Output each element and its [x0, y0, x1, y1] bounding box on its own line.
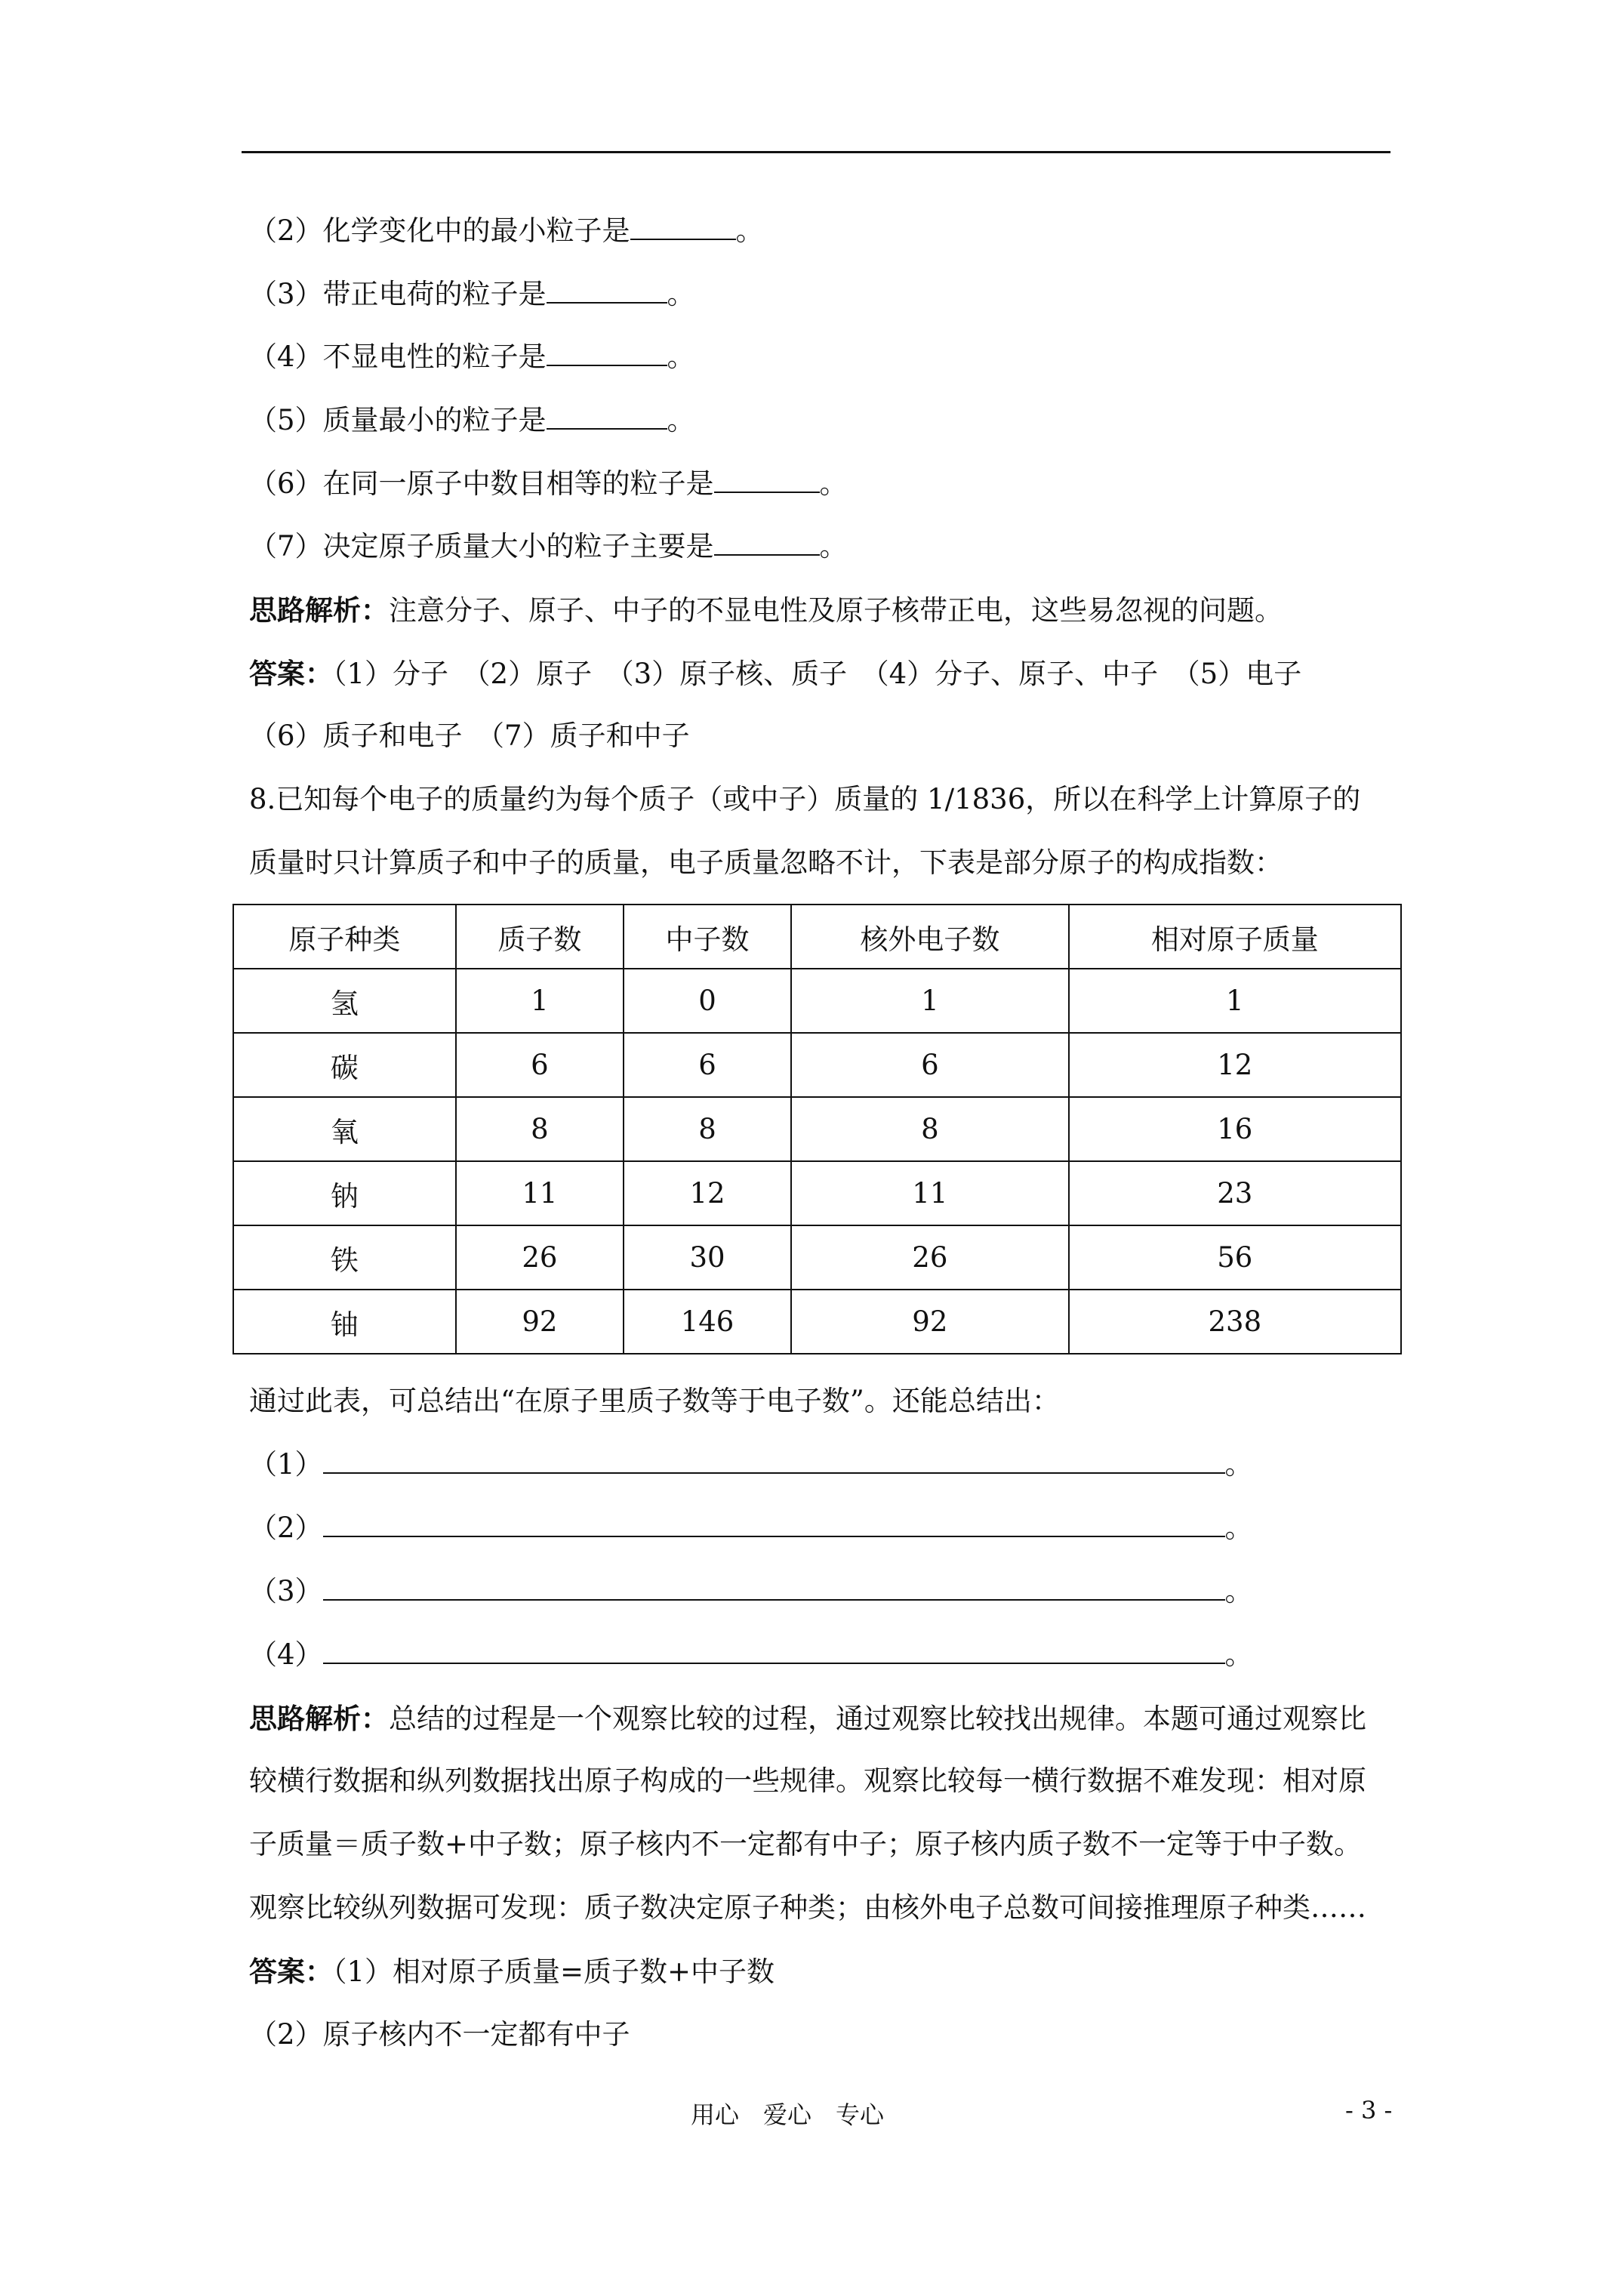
table-cell: 12: [624, 1161, 791, 1225]
table-cell: 0: [624, 969, 791, 1033]
answer-2-line2: （2）原子核内不一定都有中子: [249, 2018, 630, 2051]
table-row: [233, 969, 1401, 1033]
answer-blank: [323, 1573, 1225, 1601]
table-cell: 12: [1069, 1033, 1401, 1097]
answer-2: 答案：（1）相对原子质量=质子数+中子数: [249, 1955, 775, 1988]
table-cell: 238: [1069, 1290, 1401, 1354]
answer-blank: [323, 1637, 1225, 1664]
table-cell: 26: [456, 1225, 624, 1290]
question-8-line2: 质量时只计算质子和中子的质量，电子质量忽略不计，下表是部分原子的构成指数：: [249, 846, 1283, 879]
table-cell: 6: [624, 1033, 791, 1097]
table-cell: 1: [791, 969, 1069, 1033]
table-cell: 氧: [233, 1097, 456, 1161]
analysis-2-line4: 观察比较纵列数据可发现：质子数决定原子种类；由核外电子总数可间接推理原子种类……: [249, 1891, 1366, 1924]
answer-blank: [547, 402, 667, 430]
table-row: [233, 1290, 1401, 1354]
table-cell: 铀: [233, 1290, 456, 1354]
answer-1: 答案：（1）分子 （2）原子 （3）原子核、质子 （4）分子、原子、中子 （5）电子: [249, 657, 1302, 690]
table-cell: 碳: [233, 1033, 456, 1097]
answer-1-line2: （6）质子和电子 （7）质子和中子: [249, 720, 690, 752]
answer-blank: [547, 276, 667, 304]
analysis-2-line3: 子质量＝质子数+中子数；原子核内不一定都有中子；原子核内质子数不一定等于中子数。: [249, 1828, 1362, 1860]
atom-composition-table: [233, 904, 1402, 1354]
question-4: （4）不显电性的粒子是 。: [249, 341, 695, 373]
table-cell: 146: [624, 1290, 791, 1354]
table-cell: 8: [791, 1097, 1069, 1161]
header-rule: [242, 151, 1390, 153]
question-3: （3）带正电荷的粒子是 。: [249, 278, 695, 310]
answer-blank: [547, 339, 667, 366]
table-cell: 26: [791, 1225, 1069, 1290]
table-cell: 氢: [233, 969, 456, 1033]
summary-item-2: （2） 。: [249, 1512, 1253, 1544]
table-cell: 23: [1069, 1161, 1401, 1225]
table-cell: 8: [624, 1097, 791, 1161]
answer-blank: [714, 529, 820, 556]
answer-blank: [630, 213, 736, 240]
table-row: [233, 1225, 1401, 1290]
table-cell: 92: [456, 1290, 624, 1354]
question-7: （7）决定原子质量大小的粒子主要是 。: [249, 530, 848, 562]
answer-blank: [323, 1447, 1225, 1474]
table-cell: 16: [1069, 1097, 1401, 1161]
table-row: [233, 1097, 1401, 1161]
table-cell: 11: [456, 1161, 624, 1225]
page-number: - 3 -: [1345, 2096, 1393, 2125]
table-header-cell: 原子种类: [233, 905, 456, 969]
table-header-cell: 相对原子质量: [1069, 905, 1401, 969]
summary-item-1: （1） 。: [249, 1448, 1253, 1481]
summary-intro: 通过此表，可总结出“在原子里质子数等于电子数”。还能总结出：: [249, 1385, 1060, 1417]
table-cell: 6: [456, 1033, 624, 1097]
table-cell: 11: [791, 1161, 1069, 1225]
table-header-row: [233, 905, 1401, 969]
question-5: （5）质量最小的粒子是 。: [249, 404, 695, 436]
table-cell: 6: [791, 1033, 1069, 1097]
summary-item-4: （4） 。: [249, 1638, 1253, 1671]
table-header-cell: 中子数: [624, 905, 791, 969]
table-cell: 钠: [233, 1161, 456, 1225]
answer-blank: [323, 1510, 1225, 1537]
table-cell: 30: [624, 1225, 791, 1290]
table-header-cell: 质子数: [456, 905, 624, 969]
table-cell: 1: [1069, 969, 1401, 1033]
footer-motto: 用心 爱心 专心: [691, 2100, 885, 2129]
table-cell: 56: [1069, 1225, 1401, 1290]
table-cell: 1: [456, 969, 624, 1033]
table-cell: 8: [456, 1097, 624, 1161]
analysis-2-line2: 较横行数据和纵列数据找出原子构成的一些规律。观察比较每一横行数据不难发现：相对原: [249, 1764, 1366, 1797]
table-row: [233, 1033, 1401, 1097]
table-cell: 92: [791, 1290, 1069, 1354]
summary-item-3: （3） 。: [249, 1575, 1253, 1607]
analysis-1: 思路解析：注意分子、原子、中子的不显电性及原子核带正电，这些易忽视的问题。: [249, 593, 1283, 627]
question-2: （2）化学变化中的最小粒子是 。: [249, 214, 764, 247]
analysis-2-line1: 思路解析：总结的过程是一个观察比较的过程，通过观察比较找出规律。本题可通过观察比: [249, 1702, 1366, 1735]
question-6: （6）在同一原子中数目相等的粒子是 。: [249, 467, 848, 500]
table-row: [233, 1161, 1401, 1225]
table-header-cell: 核外电子数: [791, 905, 1069, 969]
question-8-line1: 8.已知每个电子的质量约为每个质子（或中子）质量的 1/1836，所以在科学上计算原子的: [249, 783, 1361, 815]
answer-blank: [714, 466, 820, 493]
table-cell: 铁: [233, 1225, 456, 1290]
